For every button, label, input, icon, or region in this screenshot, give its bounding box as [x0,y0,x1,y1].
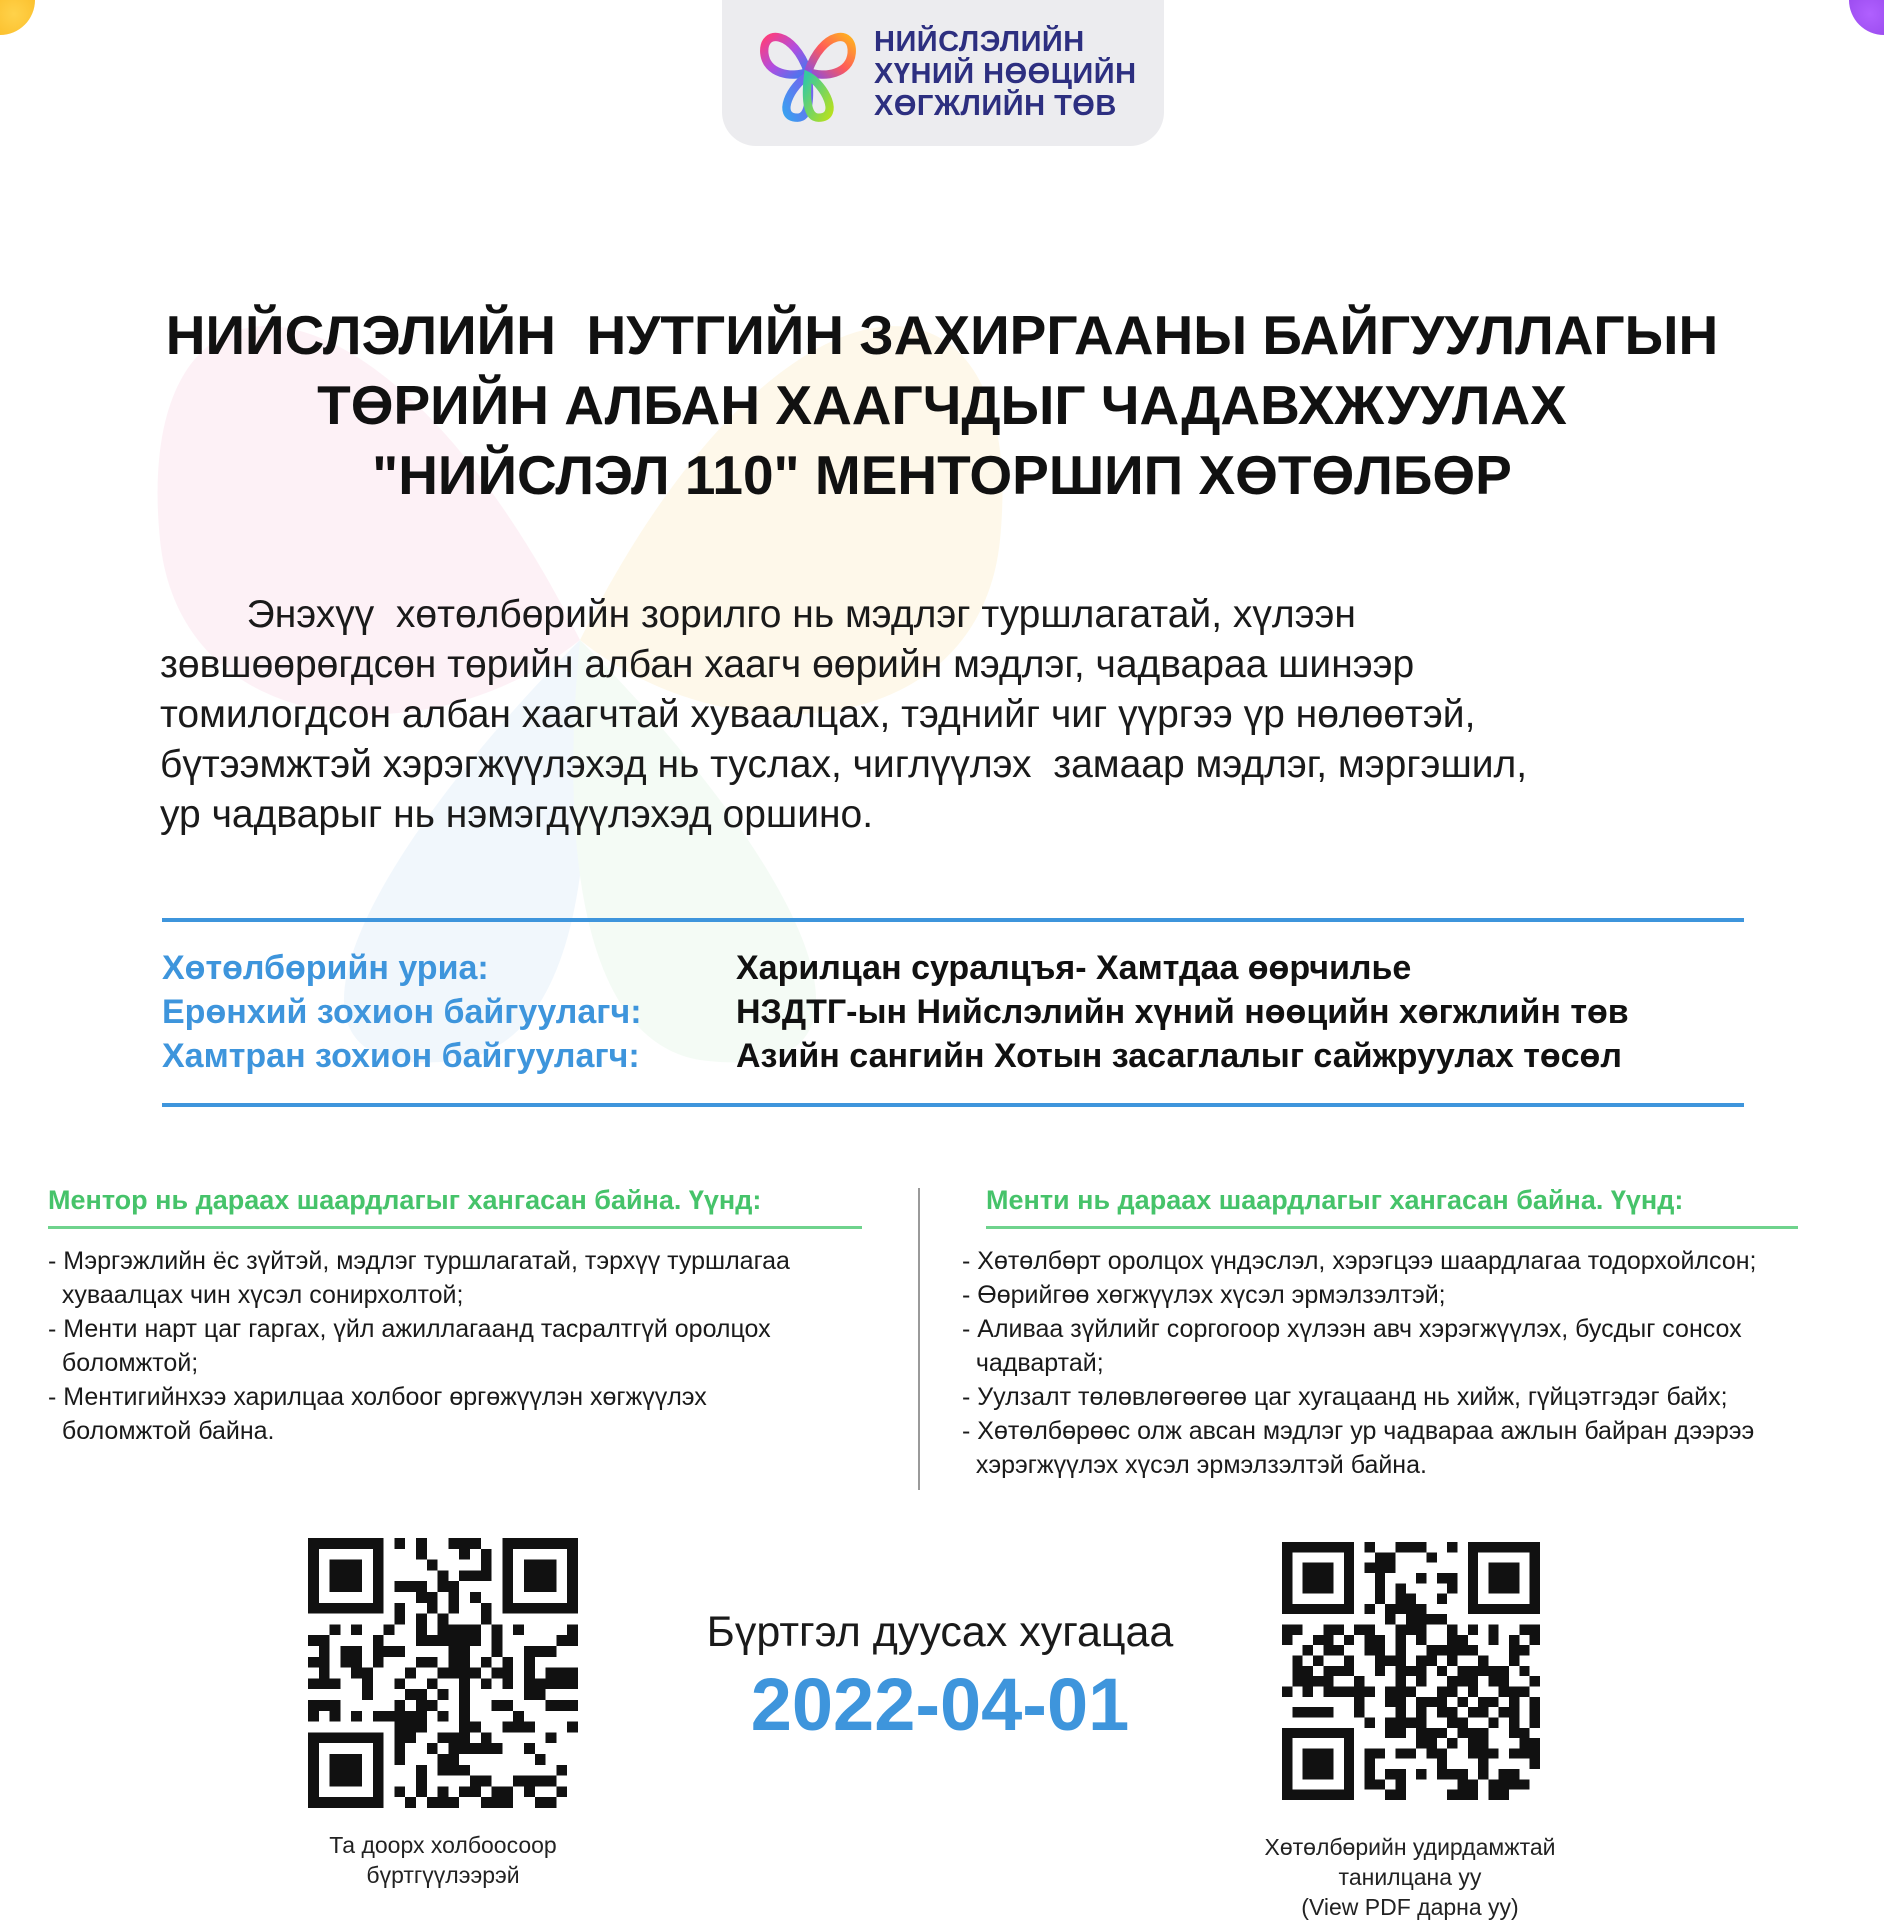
mentor-requirements-list [48,1244,888,1448]
qr-code-icon [1282,1542,1540,1800]
info-row-organizer [162,990,1752,1036]
list-item: боломжтой; [48,1349,199,1377]
intro-line: бүтээмжтэй хэрэгжүүлэхэд нь туслах, чиглүүлэх замаар мэдлэг, мэргэшил, [160,743,1528,786]
intro-line: Энэхүү хөтөлбөрийн зорилго нь мэдлэг туршлагатай, хүлээн [160,593,1356,636]
corner-decoration [0,0,35,35]
caption-line: Хөтөлбөрийн удирдамжтай [1264,1834,1556,1860]
info-value: Харилцан суралцъя- Хамтдаа өөрчилье [736,949,1412,987]
mentee-requirements-list [962,1244,1862,1482]
list-item: боломжтой байна. [48,1417,275,1445]
info-row-co-organizer [162,1034,1752,1080]
caption-line: танилцана уу [1338,1864,1482,1890]
info-row-slogan [162,946,1752,992]
registration-qr-caption [268,1830,618,1890]
intro-line: зөвшөөрөгдсөн төрийн албан хаагч өөрийн мэдлэг, чадвараа шинээр [160,643,1415,686]
list-item: - Хөтөлбөрөөс олж авсан мэдлэг ур чадвараа ажлын байран дээрээ [962,1417,1755,1445]
deadline-label: Бүртгэл дуусах хугацаа [706,1608,1174,1656]
caption-line: (View PDF дарна уу) [1301,1894,1519,1920]
logo-wordmark [874,26,1154,122]
info-label: Хөтөлбөрийн уриа: [162,949,489,987]
heading-underline [48,1226,862,1229]
divider-line [162,918,1744,922]
butterfly-logo-icon [756,22,860,126]
intro-paragraph [160,590,1740,840]
caption-line: Та доорх холбоосоор [329,1832,557,1858]
list-item: хуваалцах чин хүсэл сонирхолтой; [48,1281,464,1309]
list-item: - Мэргэжлийн ёс зүйтэй, мэдлэг туршлагатай, тэрхүү туршлагаа [48,1247,790,1275]
logo-line: ХӨГЖЛИЙН ТӨВ [874,90,1117,122]
intro-line: ур чадварыг нь нэмэгдүүлэхэд оршино. [160,793,874,836]
title-line: "НИЙСЛЭЛ 110" МЕНТОРШИП ХӨТӨЛБӨР [372,444,1512,506]
list-item: - Менти нарт цаг гаргах, үйл ажиллагаанд тасралтгүй оролцох [48,1315,771,1343]
intro-line: томилогдсон албан хаагчтай хуваалцах, тэднийг чиг үүргээ үр нөлөөтэй, [160,693,1476,736]
list-item: - Аливаа зүйлийг соргогоор хүлээн авч хэрэгжүүлэх, бусдыг сонсох [962,1315,1742,1343]
page-title [40,300,1844,510]
list-item: - Ментигийнхээ харилцаа холбоог өргөжүүлэн хөгжүүлэх [48,1383,707,1411]
title-line: ТӨРИЙН АЛБАН ХААГЧДЫГ ЧАДАВХЖУУЛАХ [317,374,1567,436]
mentor-requirements-heading: Ментор нь дараах шаардлагыг хангасан байна. Үүнд: [48,1185,762,1215]
qr-code-icon [308,1538,578,1808]
column-divider [918,1188,920,1490]
info-value: НЗДТГ-ын Нийслэлийн хүний нөөцийн хөгжлийн төв [736,993,1629,1031]
logo-line: ХҮНИЙ НӨӨЦИЙН [874,58,1137,90]
heading-underline [986,1226,1798,1229]
caption-line: бүртгүүлээрэй [366,1862,520,1888]
info-label: Ерөнхий зохион байгуулагч: [162,993,642,1031]
list-item: - Хөтөлбөрт оролцох үндэслэл, хэрэгцээ шаардлагаа тодорхойлсон; [962,1247,1757,1275]
mentee-requirements-heading: Менти нь дараах шаардлагыг хангасан байна. Үүнд: [986,1185,1684,1215]
corner-decoration [1849,0,1884,35]
list-item: хэрэгжүүлэх хүсэл эрмэлзэлтэй байна. [962,1451,1427,1479]
title-line: НИЙСЛЭЛИЙН НУТГИЙН ЗАХИРГААНЫ БАЙГУУЛЛАГЫН [165,304,1719,366]
info-value: Азийн сангийн Хотын засаглалыг сайжруулах төсөл [736,1037,1622,1075]
logo-line: НИЙСЛЭЛИЙН [874,26,1085,58]
divider-line [162,1103,1744,1107]
list-item: чадвартай; [962,1349,1104,1377]
guideline-qr-code-icon[interactable] [1282,1542,1540,1800]
logo-header [722,0,1164,146]
list-item: - Уулзалт төлөвлөгөөгөө цаг хугацаанд нь хийж, гүйцэтгэдэг байх; [962,1383,1728,1411]
list-item: - Өөрийгөө хөгжүүлэх хүсэл эрмэлзэлтэй; [962,1281,1446,1309]
guideline-qr-caption [1210,1832,1610,1922]
info-label: Хамтран зохион байгуулагч: [162,1037,640,1075]
deadline-date: 2022-04-01 [750,1663,1130,1746]
registration-qr-code-icon[interactable] [308,1538,578,1808]
